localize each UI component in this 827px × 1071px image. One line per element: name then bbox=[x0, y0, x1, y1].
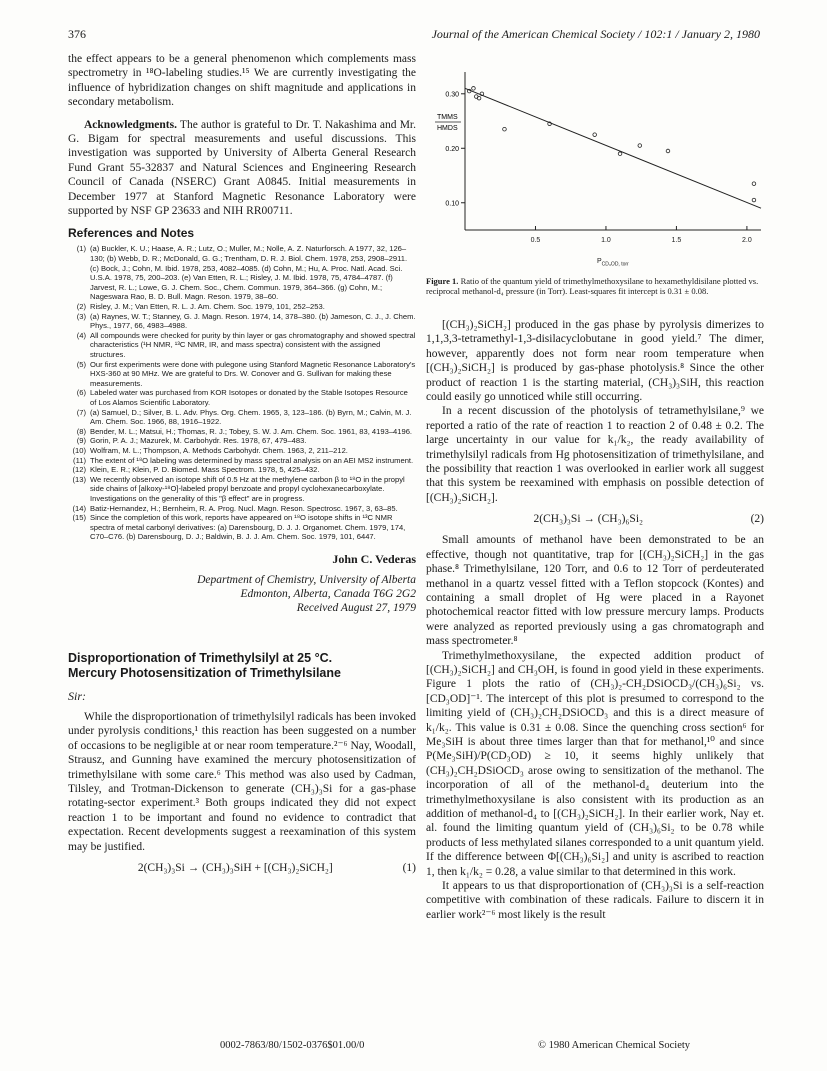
affiliation-line: Edmonton, Alberta, Canada T6G 2G2 bbox=[240, 587, 416, 600]
reference-text: All compounds were checked for purity by thin layer or gas chromatography and showed spectral characteristics (¹H NMR, ¹³C NMR, IR, and mass spectra) consistent with the assigned structures. bbox=[90, 330, 416, 359]
reference-text: Gorin, P. A. J.; Mazurek, M. Carbohydr. Res. 1978, 67, 479–483. bbox=[90, 436, 307, 446]
data-point bbox=[477, 96, 481, 100]
right-paragraph-5: It appears to us that disproportionation of (CH₃)₃Si is a self-reaction competitive with combination of these radicals. Failure to discern it in earlier work²⁻⁶ most likely is the result bbox=[426, 880, 764, 921]
y-axis-label: HMDS bbox=[437, 125, 458, 132]
reference-number: (11) bbox=[73, 455, 86, 465]
data-point bbox=[593, 133, 597, 137]
reference-item bbox=[68, 427, 416, 437]
reference-item bbox=[68, 446, 416, 456]
x-axis-label-subscript: CD₃OD, torr bbox=[601, 261, 629, 268]
equation-1-number: (1) bbox=[402, 861, 416, 874]
right-paragraph-1: [(CH₃)₂SiCH₂] produced in the gas phase by pyrolysis dimerizes to 1,1,3,3-tetramethyl-1,3-disilacyclobutane in good yield.⁷ The dimer, however, apparently does not form near room temperature when [(CH₃)₂SiCH₂] is produced by gas-phase photolysis.⁸ Since the other product of reaction 1 is the starting material, (CH₃)₃SiH, this reaction could easily go unnoticed while still occurring. bbox=[426, 319, 764, 404]
reference-text: Labeled water was purchased from KOR Isotopes or donated by the Stable Isotopes Resource of Los Alamos Scientific Laboratory. bbox=[90, 388, 408, 407]
reference-number: (2) bbox=[76, 302, 86, 312]
data-point bbox=[472, 87, 476, 91]
acknowledgments-heading: Acknowledgments. bbox=[84, 118, 177, 131]
reference-text: (a) Samuel, D.; Silver, B. L. Adv. Phys. Org. Chem. 1965, 3, 123–186. (b) Byrn, M.; Calvin, M. J. Am. Chem. Soc. 1966, 88, 1916–1922. bbox=[90, 407, 412, 427]
equation-1 bbox=[68, 862, 416, 874]
left-column bbox=[68, 52, 416, 882]
y-tick-label: 0.30 bbox=[445, 91, 459, 99]
reference-item bbox=[68, 504, 416, 514]
journal-header: Journal of the American Chemical Society / 102:1 / January 2, 1980 bbox=[431, 27, 760, 41]
reference-text: Klein, E. R.; Klein, P. D. Biomed. Mass Spectrom. 1978, 5, 425–432. bbox=[90, 465, 320, 475]
data-point bbox=[638, 144, 642, 148]
x-ticks bbox=[535, 226, 746, 230]
fit-line bbox=[465, 88, 761, 208]
reference-number: (13) bbox=[72, 474, 86, 484]
acknowledgments-text: The author is grateful to Dr. T. Nakashima and Mr. G. Bigam for spectral measurements and useful discussions. This investigation was supported by University of Alberta General Research Fund Grant 55-32837 and Natural Sciences and Engineering Research Council of Canada (NSERC) Grant A0845. Initial measurements in December 1977 at Stanford Magnetic Resonance Laboratory were supported by NSF GP 23633 and NIH RR00711. bbox=[68, 118, 416, 218]
author-affiliation bbox=[68, 573, 416, 615]
y-tick-label: 0.20 bbox=[445, 145, 459, 153]
equation-2-text: 2(CH₃)₃Si → (CH₃)₆Si₂ bbox=[533, 513, 644, 526]
reference-text: (a) Raynes, W. T.; Stanney, G. J. Magn. Reson. 1974, 14, 378–380. (b) Jameson, C. J., J. Chem. Phys., 1977, 66, 4983–4988. bbox=[90, 311, 416, 331]
intro-paragraph: the effect appears to be a general phenomenon which complements mass spectrometry in ¹⁸O-labeling studies.¹⁵ We are currently investigating the influence of hybridization changes on shift magnitude and applications in secondary metabolism. bbox=[68, 53, 416, 109]
x-axis-label-symbol: P bbox=[597, 258, 602, 265]
reference-number: (5) bbox=[76, 359, 86, 369]
reference-number: (7) bbox=[76, 407, 86, 417]
reference-text: Wolfram, M. L.; Thompson, A. Methods Carbohydr. Chem. 1963, 2, 211–212. bbox=[90, 445, 348, 455]
reference-text: Our first experiments were done with pulegone using Stanford Magnetic Resonance Laboratory's HXS-360 at 90 MHz. We are grateful to Drs. W. Conover and G. Sullivan for making these measurements. bbox=[90, 359, 416, 388]
reference-item bbox=[68, 475, 416, 504]
reference-text: Risley, J. M.; Van Etten, R. L. J. Am. Chem. Soc. 1979, 101, 252–253. bbox=[90, 302, 325, 312]
reference-item bbox=[68, 312, 416, 331]
reference-item bbox=[68, 408, 416, 427]
data-point bbox=[752, 198, 756, 202]
reference-item bbox=[68, 513, 416, 542]
reference-number: (3) bbox=[76, 311, 86, 321]
reference-number: (15) bbox=[72, 513, 86, 523]
reference-item bbox=[68, 360, 416, 389]
equation-2-number: (2) bbox=[750, 513, 764, 526]
salutation: Sir: bbox=[68, 688, 86, 703]
reference-text: Batiz-Hernandez, H.; Bernheim, R. A. Prog. Nucl. Magn. Reson. Spectrosc. 1967, 3, 63–85. bbox=[90, 503, 398, 513]
x-tick-label: 1.5 bbox=[671, 237, 682, 244]
article-title-line: Mercury Photosensitization of Trimethylsilane bbox=[68, 665, 341, 680]
reference-text: Since the completion of this work, reports have appeared on ¹⁸O isotope shifts in ¹³C NMR spectra of metal carbonyl derivatives: (a) Darensbourg, D. J. J. Organomet. Chem. 1979, 174, C70–C76. (b) Darensbourg, D. J.; Baldwin, B. J. J. Am. Chem. Soc. 1979, 101, 6447. bbox=[90, 513, 406, 542]
affiliation-line: Department of Chemistry, University of Alberta bbox=[197, 573, 416, 586]
figure-caption bbox=[426, 276, 764, 297]
equation-1-text: 2(CH₃)₃Si → (CH₃)₃SiH + [(CH₃)₂SiCH₂] bbox=[137, 861, 333, 874]
right-column bbox=[426, 318, 764, 922]
received-date: Received August 27, 1979 bbox=[296, 601, 416, 614]
figure-1-chart bbox=[425, 60, 765, 235]
reference-text: The extent of ¹⁸O labeling was determined by mass spectral analysis on an AEI MS2 instrument. bbox=[90, 455, 414, 465]
reference-text: Bender, M. L.; Matsui, H.; Thomas, R. J.; Tobey, S. W. J. Am. Chem. Soc. 1961, 83, 4193–4196. bbox=[90, 426, 413, 436]
reference-number: (14) bbox=[72, 503, 86, 513]
reference-text: We recently observed an isotope shift of 0.5 Hz at the methylene carbon β to ¹⁸O in the propyl side chains of [alkoxy-¹⁸O]-labeled propyl benzoate and propyl cyclohexanecarboxylate. Investigations on the generality of this "β effect" are in progress. bbox=[90, 474, 405, 503]
y-axis-label: TMMS bbox=[437, 114, 458, 121]
page-number: 376 bbox=[68, 27, 86, 41]
reference-item bbox=[68, 302, 416, 312]
x-tick-label: 1.0 bbox=[601, 237, 611, 244]
article-title bbox=[68, 651, 416, 681]
reference-text: (a) Buckler, K. U.; Haase, A. R.; Lutz, O.; Muller, M.; Nolle, A. Z. Naturforsch. A 1977, 32, 126–130; (b) Webb, D. R.; McDonald, G. G.; Trentham, D. R. J. Biol. Chem. 1978, 253, 2908–2911. (c) Bock, J.; Cohn, M. Ibid. 1978, 253, 4082–4085. (d) Cohn, M.; Hu, A. Proc. Natl. Acad. Sci. U.S.A. 1978, 75, 200–203. (e) Van Etten, R. L.; Risley, J. M. Ibid. 1978, 75, 4784–4787. (f) Jarvest, R. L.; Lowe, G. J. Chem. Soc., Chem. Commun. 1979, 364–366. (g) Cohn, M.; Nageswara Rao, B. D. Bull. Magn. Reson. 1979, 38–60. bbox=[90, 244, 408, 302]
footer-copyright: © 1980 American Chemical Society bbox=[538, 1040, 691, 1051]
author-name: John C. Vederas bbox=[332, 551, 416, 566]
reference-number: (1) bbox=[76, 244, 86, 254]
right-paragraph-4: Trimethylmethoxysilane, the expected addition product of [(CH₃)₂SiCH₂] and CH₃OH, is found in good yield in these experiments. Figure 1 plots the ratio of (CH₃)₂-CH₂DSiOCD₃/(CH₃)₆Si₂ vs. [CD₃OD]⁻¹. The intercept of this plot is presumed to correspond to the limiting yield of (CH₃)₂CH₂DSiOCD₃ and this is a direct measure of k₁/k₂. This value is 0.31 ± 0.08. Since the quenching cross section⁶ for Me₃SiH is about three times larger than that for methanol,¹⁰ and since P(Me₃SiH)/P(CD₃OD) ≥ 10, it seems highly unlikely that (CH₃)₂CH₂DSiOCD₃ arose owing to sensitization of the methanol. The incorporation of all of the methanol-d₄ deuterium into the trimethylmethoxysilane is also consistent with its production as an addition of methanol-d₄ to [(CH₃)₂SiCH₂]. In their earlier work, Nay et. al. found the limiting quantum yield of (CH₃)₆Si₂ to be 0.78 while products of less methylated silanes corresponded to a unit quantum yield. If the difference between Φ[(CH₃)₆Si₂] and unity is ascribed to reaction 1, then k₁/k₂ = 0.28, a value similar to that determined in this work. bbox=[426, 649, 764, 878]
acknowledgments-paragraph bbox=[68, 118, 416, 219]
references-list bbox=[68, 244, 416, 541]
data-points bbox=[467, 87, 755, 202]
reference-number: (12) bbox=[72, 465, 86, 475]
reference-item bbox=[68, 388, 416, 407]
right-paragraph-2: In a recent discussion of the photolysis of tetramethylsilane,⁹ we reported a ratio of the rate of reaction 1 to reaction 2 of 0.48 ± 0.2. The large uncertainty in our value for k₁/k₂, the ready availability of trimethylsilyl radicals from Hg photosensitization of trimethylsilane, and the possibility that reaction 1 was overlooked in earlier work all suggest that this system be reexamined with emphasis on possible detection of [(CH₃)₂SiCH₂]. bbox=[426, 405, 764, 504]
data-point bbox=[752, 182, 756, 186]
reference-item bbox=[68, 465, 416, 475]
body-paragraph: While the disproportionation of trimethylsilyl radicals has been invoked under pyrolysis conditions,¹ this reaction has been suggested on a number of occasions to be negligible at or near room temperature.²⁻⁶ Nay, Woodall, Strausz, and Gunning have examined the mercury photosensitization of trimethylsilane with some care.⁶ This method was also used by Cadman, Tilsley, and Trotman-Dickenson to generate (CH₃)₃Si for a gas-phase rotating-sector experiment.³ Both groups indicated they did not expect reaction 1 to be important and found no evidence to contradict that expectation. Recent developments suggest a reexamination of this system may be justified. bbox=[68, 710, 416, 853]
reference-item bbox=[68, 436, 416, 446]
article-title-line: Disproportionation of Trimethylsilyl at 25 °C. bbox=[68, 650, 333, 665]
data-point bbox=[666, 149, 670, 153]
x-axis-label-text bbox=[597, 258, 629, 267]
reference-number: (9) bbox=[76, 436, 86, 446]
references-heading: References and Notes bbox=[68, 226, 195, 241]
reference-item bbox=[68, 456, 416, 466]
right-paragraph-3: Small amounts of methanol have been demonstrated to be an effective, though not quantitative, trap for [(CH₃)₂SiCH₂] in the gas phase.⁸ Trimethylsilane, 120 Torr, and 0.6 to 12 Torr of perdeuterated methanol in a quartz vessel fitted with a Teflon stopcock (Kontes) and containing a small droplet of Hg were placed in a Rayonet photochemical reactor fitted with low pressure mercury lamps. Products were analyzed as reported previously using a gas chromatograph and mass spectrometer.⁸ bbox=[426, 534, 764, 648]
reference-item bbox=[68, 331, 416, 360]
caption-text: Ratio of the quantum yield of trimethylmethoxysilane to hexamethyldisilane plotted vs. reciprocal methanol-d₄ pressure (in Torr). Least-squares fit intercept is 0.31 ± 0.08. bbox=[426, 276, 759, 297]
reference-number: (10) bbox=[72, 445, 86, 455]
y-tick-label: 0.10 bbox=[445, 200, 459, 208]
y-ticks bbox=[445, 91, 465, 207]
footer-code: 0002-7863/80/1502-0376$01.00/0 bbox=[220, 1040, 365, 1051]
x-tick-label: 0.5 bbox=[530, 237, 541, 244]
reference-number: (8) bbox=[76, 426, 86, 436]
reference-number: (4) bbox=[76, 330, 86, 340]
reference-number: (6) bbox=[76, 388, 86, 398]
equation-2 bbox=[426, 513, 764, 525]
caption-label: Figure 1. bbox=[426, 276, 459, 286]
reference-item bbox=[68, 244, 416, 302]
x-tick-label: 2.0 bbox=[742, 237, 752, 244]
data-point bbox=[618, 152, 622, 156]
data-point bbox=[503, 127, 507, 131]
